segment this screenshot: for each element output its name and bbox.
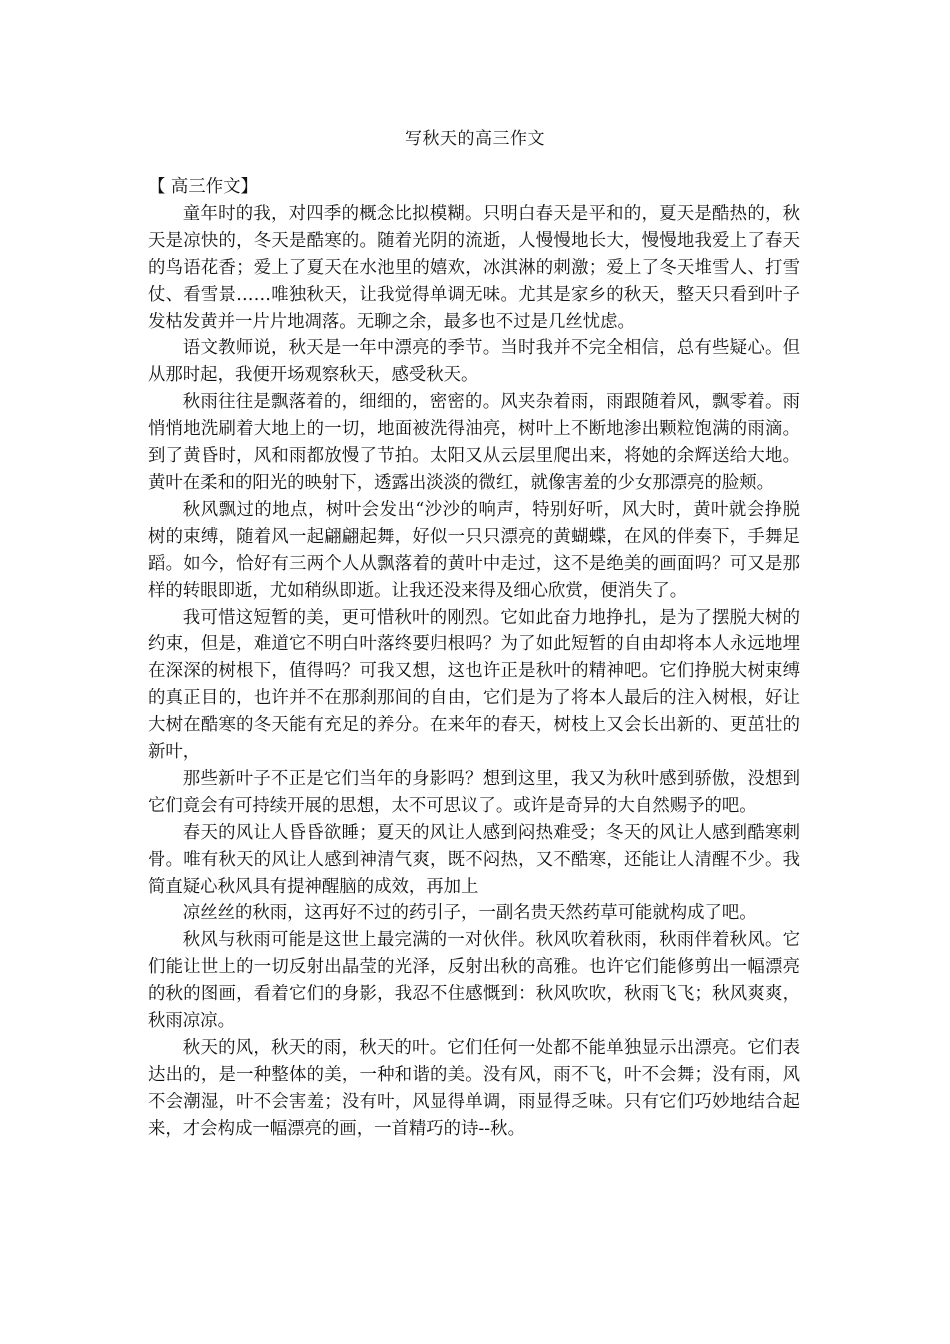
paragraph: 语文教师说，秋天是一年中漂亮的季节。当时我并不完全相信，总有些疑心。但从那时起，我便开场观察秋天，感受秋天。	[148, 338, 800, 386]
paragraph: 春天的风让人昏昏欲睡；夏天的风让人感到闷热难受；冬天的风让人感到酷寒刺骨。唯有秋天的风让人感到神清气爽，既不闷热，又不酷寒，还能让人清醒不少。我简直疑心秋风具有提神醒脑的成效，再加上	[148, 822, 800, 897]
paragraph: 那些新叶子不正是它们当年的身影吗？想到这里，我又为秋叶感到骄傲，没想到它们竟会有可持续开展的思想，太不可思议了。或许是奇异的大自然赐予的吧。	[148, 768, 800, 816]
document-title: 写秋天的高三作文	[405, 129, 545, 149]
paragraph: 秋雨往往是飘落着的，细细的，密密的。风夹杂着雨，雨跟随着风，飘零着。雨悄悄地洗刷着大地上的一切，地面被洗得油亮，树叶上不断地渗出颗粒饱满的雨滴。到了黄昏时，风和雨都放慢了节拍。太阳又从云层里爬出来，将她的余辉送给大地。黄叶在柔和的阳光的映射下，透露出淡淡的微红，就像害羞的少女那漂亮的脸颊。	[148, 392, 800, 493]
document-body	[148, 174, 800, 1143]
paragraph: 我可惜这短暂的美，更可惜秋叶的刚烈。它如此奋力地挣扎，是为了摆脱大树的约束，但是，难道它不明白叶落终要归根吗？为了如此短暂的自由却将本人永远地埋在深深的树根下，值得吗？可我又想，这也许正是秋叶的精神吧。它们挣脱大树束缚的真正目的，也许并不在那刹那间的自由，它们是为了将本人最后的注入树根，好让大树在酷寒的冬天能有充足的养分。在来年的春天，树枝上又会长出新的、更茁壮的新叶，	[148, 607, 800, 763]
paragraph: 秋风飘过的地点，树叶会发出“沙沙的响声，特别好听，风大时，黄叶就会挣脱树的束缚，随着风一起翩翩起舞，好似一只只漂亮的黄蝴蝶，在风的伴奏下，手舞足蹈。如今，恰好有三两个人从飘落着的黄叶中走过，这不是绝美的画面吗？可又是那样的转眼即逝，尤如稍纵即逝。让我还没来得及细心欣赏，便消失了。	[148, 499, 800, 601]
paragraph: 秋风与秋雨可能是这世上最完满的一对伙伴。秋风吹着秋雨，秋雨伴着秋风。它们能让世上的一切反射出晶莹的光泽，反射出秋的高雅。也许它们能修剪出一幅漂亮的秋的图画，看着它们的身影，我忍不住感慨到：秋风吹吹，秋雨飞飞；秋风爽爽，秋雨凉凉。	[148, 930, 800, 1032]
category-label: 【 高三作文】	[148, 177, 258, 197]
paragraph: 凉丝丝的秋雨，这再好不过的药引子，一副名贵天然药草可能就构成了吧。	[182, 903, 757, 924]
paragraph: 秋天的风，秋天的雨，秋天的叶。它们任何一处都不能单独显示出漂亮。它们表达出的，是一种整体的美，一种和谐的美。没有风，雨不飞，叶不会舞；没有雨，风不会潮湿，叶不会害羞；没有叶，风显得单调，雨显得乏味。只有它们巧妙地结合起来，才会构成一幅漂亮的画，一首精巧的诗--秋。	[148, 1038, 800, 1139]
paragraph: 童年时的我，对四季的概念比拟模糊。只明白春天是平和的，夏天是酷热的，秋天是凉快的，冬天是酷寒的。随着光阴的流逝，人慢慢地长大，慢慢地我爱上了春天的鸟语花香；爱上了夏天在水池里的嬉欢，冰淇淋的刺激；爱上了冬天堆雪人、打雪仗、看雪景……唯独秋天，让我觉得单调无味。尤其是家乡的秋天，整天只看到叶子发枯发黄并一片片地凋落。无聊之余，最多也不过是几丝忧虑。	[148, 203, 800, 332]
